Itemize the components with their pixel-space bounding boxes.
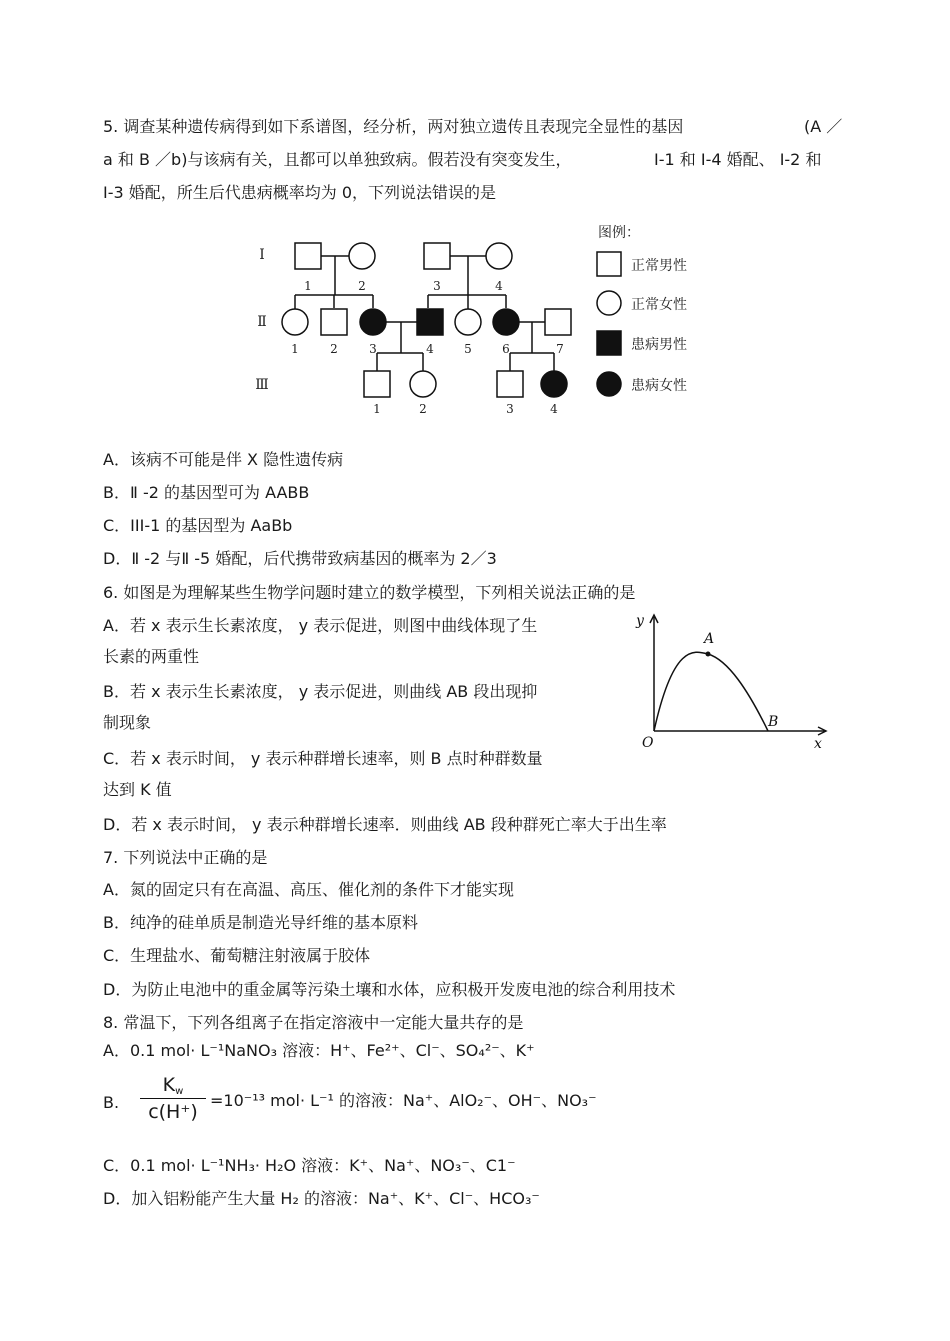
fraction-denominator: c(H⁺) xyxy=(148,1101,198,1123)
q8-option-d: D．加入铝粉能产生大量 H₂ 的溶液：Na⁺、K⁺、Cl⁻、HCO₃⁻ xyxy=(103,1189,540,1208)
legend-normal-male-icon xyxy=(597,252,621,276)
svg-text:7: 7 xyxy=(556,342,564,356)
gen2-female-6-affected xyxy=(493,309,519,335)
legend-normal-female-icon xyxy=(597,291,621,315)
q5-stem-line2-right: I-1 和 I-4 婚配、 I-2 和 xyxy=(654,150,822,169)
gen1-male-3 xyxy=(424,243,450,269)
svg-text:1: 1 xyxy=(291,342,299,356)
q5-option-c: C．III-1 的基因型为 AaBb xyxy=(103,516,293,535)
point-a-label: A xyxy=(704,631,715,647)
svg-text:4: 4 xyxy=(495,279,503,293)
gen2-male-2 xyxy=(321,309,347,335)
gen2-female-3-affected xyxy=(360,309,386,335)
q5-stem-line2: a 和 B ／b)与该病有关，且都可以单独致病。假若没有突变发生， xyxy=(103,150,572,169)
gen1-female-4 xyxy=(486,243,512,269)
q6-option-c-line1: C．若 x 表示时间， y 表示种群增长速率，则 B 点时种群数量 xyxy=(103,749,543,768)
legend-label-normal-male: 正常男性 xyxy=(631,258,687,274)
gen2-female-5 xyxy=(455,309,481,335)
svg-text:4: 4 xyxy=(550,402,558,416)
growth-curve xyxy=(654,652,768,731)
q5-stem-line1-right: (A ／ xyxy=(804,117,843,136)
q7-stem: 7. 下列说法中正确的是 xyxy=(103,848,268,867)
legend-affected-male-icon xyxy=(597,331,621,355)
y-axis-label: y xyxy=(636,613,644,629)
gen3-male-1 xyxy=(364,371,390,397)
q6-option-b-line1: B．若 x 表示生长素浓度， y 表示促进，则曲线 AB 段出现抑 xyxy=(103,682,538,701)
gen1-female-2 xyxy=(349,243,375,269)
svg-text:3: 3 xyxy=(506,402,514,416)
legend-affected-female-icon xyxy=(597,372,621,396)
q7-option-a: A．氮的固定只有在高温、高压、催化剂的条件下才能实现 xyxy=(103,880,514,899)
legend-label-normal-female: 正常女性 xyxy=(631,297,687,313)
point-b-label: B xyxy=(768,714,779,730)
q5-stem-line1: 5. 调查某种遗传病得到如下系谱图，经分析，两对独立遗传且表现完全显性的基因 xyxy=(103,117,684,136)
legend-label-affected-female: 患病女性 xyxy=(631,378,687,394)
legend-label-affected-male: 患病男性 xyxy=(631,337,687,353)
gen2-male-7 xyxy=(545,309,571,335)
svg-text:6: 6 xyxy=(502,342,510,356)
q8-option-b-rest: =10⁻¹³ mol· L⁻¹ 的溶液：Na⁺、AlO₂⁻、OH⁻、NO₃⁻ xyxy=(210,1091,597,1110)
q8-option-c: C．0.1 mol· L⁻¹NH₃· H₂O 溶液：K⁺、Na⁺、NO₃⁻、C1⁻ xyxy=(103,1156,516,1175)
gen-label-3: Ⅲ xyxy=(255,377,269,393)
q6-option-c-line2: 达到 K 值 xyxy=(103,780,172,799)
x-axis-label: x xyxy=(814,736,822,752)
gen3-male-3 xyxy=(497,371,523,397)
svg-text:2: 2 xyxy=(419,402,427,416)
gen3-female-2 xyxy=(410,371,436,397)
q5-option-b: B．Ⅱ -2 的基因型可为 AABB xyxy=(103,483,310,502)
point-a-dot xyxy=(706,652,711,657)
legend-title: 图例： xyxy=(598,225,640,241)
origin-label: O xyxy=(642,735,654,751)
svg-text:2: 2 xyxy=(358,279,366,293)
q6-stem: 6. 如图是为理解某些生物学问题时建立的数学模型，下列相关说法正确的是 xyxy=(103,583,636,602)
fraction-numerator: K xyxy=(162,1074,176,1096)
q6-option-a-line1: A．若 x 表示生长素浓度， y 表示促进，则图中曲线体现了生 xyxy=(103,616,538,635)
svg-text:3: 3 xyxy=(369,342,377,356)
q8-stem: 8. 常温下，下列各组离子在指定溶液中一定能大量共存的是 xyxy=(103,1013,524,1032)
q5-stem-line3: I-3 婚配，所生后代患病概率均为 0，下列说法错误的是 xyxy=(103,183,497,202)
q6-option-a-line2: 长素的两重性 xyxy=(103,647,200,666)
q5-option-a: A．该病不可能是伴 X 隐性遗传病 xyxy=(103,450,344,469)
fraction-numerator-subscript: w xyxy=(175,1086,184,1097)
gen1-male-1 xyxy=(295,243,321,269)
q6-curve-graph xyxy=(628,605,838,755)
q5-option-d: D．Ⅱ -2 与Ⅱ -5 婚配，后代携带致病基因的概率为 2／3 xyxy=(103,549,497,568)
q6-option-d: D．若 x 表示时间， y 表示种群增长速率．则曲线 AB 段种群死亡率大于出生率 xyxy=(103,815,667,834)
gen-label-1: Ⅰ xyxy=(259,247,265,263)
pedigree-diagram xyxy=(240,213,710,428)
svg-text:4: 4 xyxy=(426,342,434,356)
svg-text:1: 1 xyxy=(373,402,381,416)
svg-text:1: 1 xyxy=(304,279,312,293)
q7-option-d: D．为防止电池中的重金属等污染土壤和水体，应积极开发废电池的综合利用技术 xyxy=(103,980,676,999)
gen3-female-4-affected xyxy=(541,371,567,397)
gen-label-2: Ⅱ xyxy=(257,314,267,330)
gen2-female-1 xyxy=(282,309,308,335)
q8-option-b-fraction xyxy=(140,1073,206,1124)
q6-option-b-line2: 制现象 xyxy=(103,713,152,732)
q7-option-c: C．生理盐水、葡萄糖注射液属于胶体 xyxy=(103,946,371,965)
q8-option-a: A．0.1 mol· L⁻¹NaNO₃ 溶液：H⁺、Fe²⁺、Cl⁻、SO₄²⁻、K⁺ xyxy=(103,1041,535,1060)
q7-option-b: B．纯净的硅单质是制造光导纤维的基本原料 xyxy=(103,913,418,932)
svg-text:5: 5 xyxy=(464,342,472,356)
svg-text:2: 2 xyxy=(330,342,338,356)
q8-option-b-label: B. xyxy=(103,1093,120,1112)
gen2-male-4-affected xyxy=(417,309,443,335)
svg-text:3: 3 xyxy=(433,279,441,293)
